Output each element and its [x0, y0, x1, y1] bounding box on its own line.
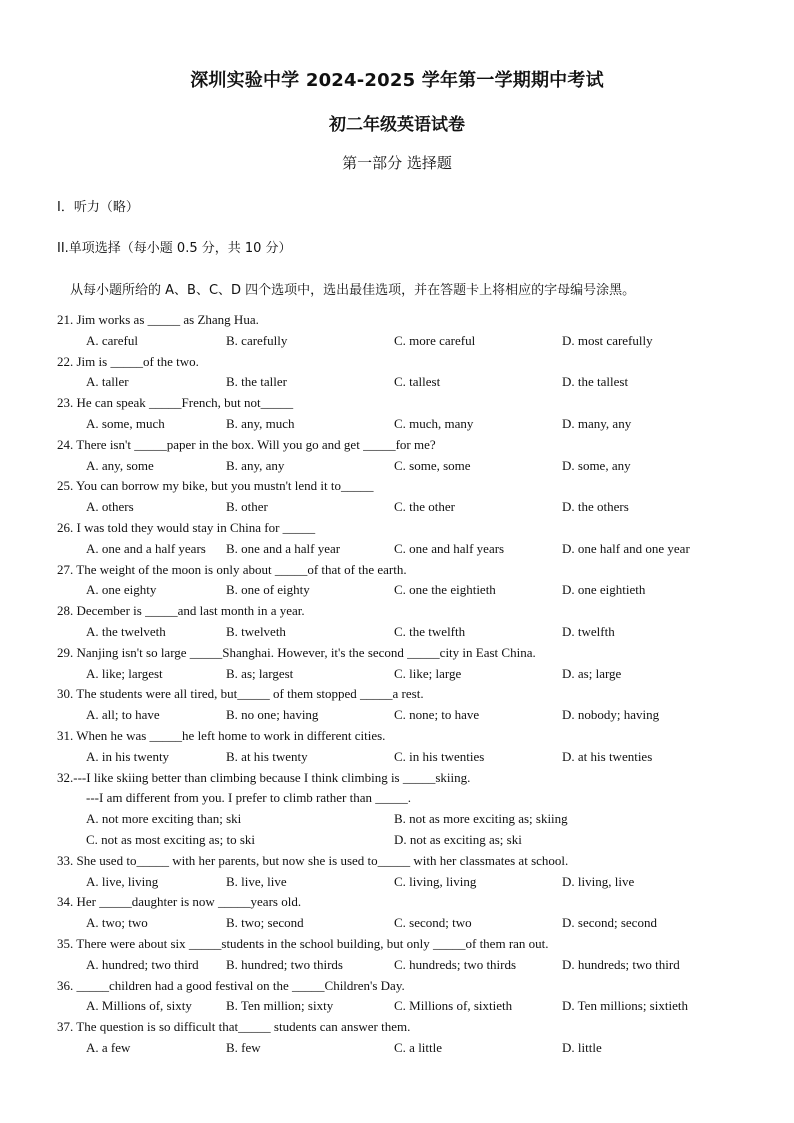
question-stem: 32.---I like skiing better than climbing because I think climbing is _____skiing.: [57, 769, 471, 785]
option-c: C. a little: [394, 1039, 443, 1055]
options-row: [57, 372, 757, 393]
question-item: [57, 726, 757, 768]
option-d: D. twelfth: [562, 623, 615, 639]
option-b: B. as; largest: [226, 665, 294, 681]
option-b: B. other: [226, 499, 268, 515]
question-item: [57, 476, 757, 518]
question-item: [57, 601, 757, 643]
option-d: D. living, live: [562, 873, 635, 889]
question-stem: 28. December is _____and last month in a year.: [57, 603, 305, 619]
option-d: D. Ten millions; sixtieth: [562, 998, 688, 1014]
question-item: [57, 976, 757, 1018]
option-c: C. like; large: [394, 665, 462, 681]
option-a: A. two; two: [86, 915, 148, 931]
option-a: A. one and a half years: [86, 540, 206, 556]
option-d: D. as; large: [562, 665, 622, 681]
question-stem: 35. There were about six _____students in the school building, but only _____of them ran out.: [57, 935, 549, 951]
question-stem-reply: ---I am different from you. I prefer to climb rather than _____.: [86, 790, 411, 806]
option-d: D. the others: [562, 499, 629, 515]
option-a: A. some, much: [86, 415, 165, 431]
options-row: [57, 996, 757, 1017]
option-b: B. few: [226, 1039, 261, 1055]
option-c: C. not as most exciting as; to ski: [86, 831, 255, 847]
part-heading: 第一部分 选择题: [342, 154, 452, 172]
option-d: D. hundreds; two third: [562, 956, 680, 972]
option-b: B. the taller: [226, 374, 288, 390]
option-d: D. not as exciting as; ski: [394, 831, 522, 847]
question-stem: 37. The question is so difficult that_____ students can answer them.: [57, 1019, 411, 1035]
question-item: [57, 934, 757, 976]
question-stem: 22. Jim is _____of the two.: [57, 353, 199, 369]
option-a: A. hundred; two third: [86, 956, 199, 972]
question-item: [57, 1017, 757, 1059]
question-stem: 27. The weight of the moon is only about _____of that of the earth.: [57, 561, 407, 577]
options-row: [57, 1038, 757, 1059]
option-c: C. one and half years: [394, 540, 505, 556]
question-item: [57, 684, 757, 726]
option-a: A. any, some: [86, 457, 154, 473]
options-row: [57, 414, 757, 435]
option-a: A. a few: [86, 1039, 131, 1055]
options-row: [57, 872, 757, 893]
exam-subtitle: 初二年级英语试卷: [329, 115, 465, 135]
option-c: C. none; to have: [394, 707, 480, 723]
question-stem: 33. She used to_____ with her parents, but now she is used to_____ with her classmates at school.: [57, 852, 569, 868]
option-c: C. more careful: [394, 332, 476, 348]
option-c: C. in his twenties: [394, 748, 485, 764]
option-c: C. second; two: [394, 915, 472, 931]
question-stem: 23. He can speak _____French, but not_____: [57, 395, 294, 411]
option-a: A. like; largest: [86, 665, 163, 681]
question-item: [57, 352, 757, 394]
option-c: C. living, living: [394, 873, 477, 889]
option-d: D. one eightieth: [562, 582, 646, 598]
question-stem: 26. I was told they would stay in China for _____: [57, 519, 316, 535]
option-d: D. most carefully: [562, 332, 653, 348]
question-stem: 34. Her _____daughter is now _____years old.: [57, 894, 302, 910]
option-a: A. live, living: [86, 873, 159, 889]
question-stem: 36. _____children had a good festival on the _____Children's Day.: [57, 977, 405, 993]
section-single-choice: II.单项选择（每小题 0.5 分，共 10 分）: [57, 241, 292, 256]
options-row: [57, 539, 757, 560]
option-b: B. twelveth: [226, 623, 286, 639]
options-row: [57, 913, 757, 934]
option-b: B. no one; having: [226, 707, 319, 723]
question-stem: 31. When he was _____he left home to work in different cities.: [57, 727, 386, 743]
option-a: A. Millions of, sixty: [86, 998, 192, 1014]
option-b: B. any, any: [226, 457, 285, 473]
option-d: D. nobody; having: [562, 707, 660, 723]
question-item: [57, 851, 757, 893]
option-d: D. the tallest: [562, 374, 629, 390]
options-row: [57, 705, 757, 726]
options-row: [57, 809, 757, 830]
question-item: [57, 518, 757, 560]
question-item: [57, 393, 757, 435]
option-c: C. much, many: [394, 415, 474, 431]
options-row: [57, 955, 757, 976]
option-d: D. little: [562, 1039, 602, 1055]
question-32: [57, 768, 757, 851]
options-row: [57, 747, 757, 768]
question-list: [57, 310, 757, 1059]
question-stem: 29. Nanjing isn't so large _____Shanghai. However, it's the second _____city in East China.: [57, 644, 536, 660]
question-item: [57, 892, 757, 934]
option-a: A. careful: [86, 332, 138, 348]
options-row: [57, 456, 757, 477]
option-a: A. one eighty: [86, 582, 157, 598]
question-stem: 24. There isn't _____paper in the box. Will you go and get _____for me?: [57, 436, 436, 452]
option-b: B. two; second: [226, 915, 304, 931]
section-listening: I．听力（略）: [57, 200, 139, 215]
question-stem: 21. Jim works as _____ as Zhang Hua.: [57, 312, 259, 327]
option-d: D. at his twenties: [562, 748, 653, 764]
option-d: D. one half and one year: [562, 540, 690, 556]
option-b: B. not as more exciting as; skiing: [394, 811, 568, 827]
option-a: A. the twelveth: [86, 623, 166, 639]
option-a: A. in his twenty: [86, 748, 170, 764]
option-b: B. live, live: [226, 873, 287, 889]
question-stem: 30. The students were all tired, but_____ of them stopped _____a rest.: [57, 686, 424, 702]
option-c: C. the twelfth: [394, 623, 466, 639]
instruction-text: 从每小题所给的 A、B、C、D 四个选项中，选出最佳选项，并在答题卡上将相应的字母编号涂黑。: [70, 283, 636, 298]
option-b: B. any, much: [226, 415, 295, 431]
option-b: B. Ten million; sixty: [226, 998, 334, 1014]
option-c: C. Millions of, sixtieth: [394, 998, 513, 1014]
question-item: [57, 435, 757, 477]
option-c: C. the other: [394, 499, 456, 515]
option-c: C. one the eightieth: [394, 582, 496, 598]
question-stem: 25. You can borrow my bike, but you mustn't lend it to_____: [57, 478, 374, 494]
option-b: B. hundred; two thirds: [226, 956, 343, 972]
option-b: B. carefully: [226, 332, 288, 348]
option-d: D. some, any: [562, 457, 631, 473]
question-item: [57, 643, 757, 685]
option-d: D. many, any: [562, 415, 632, 431]
options-row: [57, 580, 757, 601]
options-row: [57, 664, 757, 685]
options-row: [57, 331, 757, 352]
option-a: A. not more exciting than; ski: [86, 811, 242, 827]
option-a: A. taller: [86, 374, 129, 390]
options-row: [57, 830, 757, 851]
option-a: A. others: [86, 499, 134, 515]
options-row: [57, 622, 757, 643]
option-b: B. one of eighty: [226, 582, 310, 598]
exam-title: 深圳实验中学 2024-2025 学年第一学期期中考试: [190, 70, 604, 91]
option-a: A. all; to have: [86, 707, 160, 723]
option-c: C. hundreds; two thirds: [394, 956, 517, 972]
question-item: [57, 310, 757, 352]
option-c: C. some, some: [394, 457, 471, 473]
options-row: [57, 497, 757, 518]
question-item: [57, 560, 757, 602]
option-c: C. tallest: [394, 374, 441, 390]
option-b: B. one and a half year: [226, 540, 341, 556]
option-d: D. second; second: [562, 915, 657, 931]
option-b: B. at his twenty: [226, 748, 308, 764]
